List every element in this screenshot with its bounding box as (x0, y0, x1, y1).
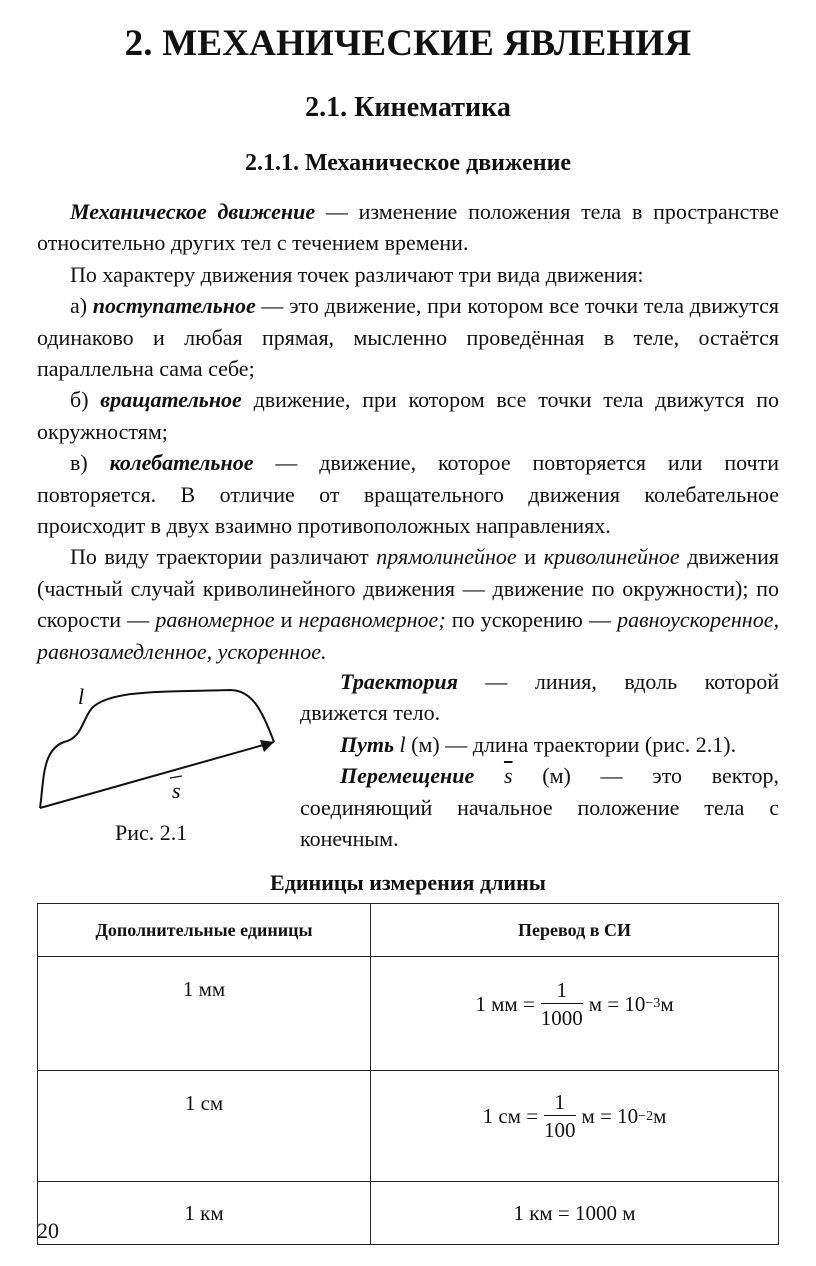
definition-trajectory (300, 666, 779, 729)
unit-cell: 1 км (38, 1182, 371, 1245)
paragraph-translational (37, 290, 779, 384)
definition-text: — изменение положения тела в пространстве относительно других тел с течением времени. (37, 199, 779, 256)
chapter-title: 2. МЕХАНИЧЕСКИЕ ЯВЛЕНИЯ (124, 23, 692, 64)
conversion-cell (371, 1071, 779, 1182)
symbol-l: l (399, 731, 406, 757)
figure-side-text (300, 666, 779, 854)
term-uniform: равномерное (155, 607, 275, 633)
term-rotational: вращательное (100, 387, 242, 413)
figure-caption: Рис. 2.1 (115, 820, 188, 845)
symbol-s: $\overline{s}$ (503, 763, 513, 789)
text: (м) — это вектор, соединяющий начальное положение тела с конечным. (300, 763, 780, 852)
formula-lhs: 1 см = (482, 1104, 539, 1128)
table-row (38, 1071, 779, 1182)
rotational-text: движение, при котором все точки тела движутся по окружностям; (37, 387, 779, 444)
denominator: 100 (544, 1118, 576, 1142)
fraction (541, 977, 583, 1032)
term-curvilinear: криволинейное (543, 544, 680, 570)
unit-suffix: м (653, 1104, 667, 1128)
table-title: Единицы измерения длины (270, 870, 546, 895)
term-trajectory: Траектория (340, 669, 458, 694)
header-additional-units: Дополнительные единицы (38, 904, 371, 957)
unit-suffix: м (660, 991, 674, 1016)
translational-text: — это движение, при котором все точки тела движутся одинаково и любая прямая, мысленно проведённая в теле, остаётся параллельна сама себе; (37, 293, 780, 382)
unit-cell: 1 см (38, 1071, 371, 1182)
table-header-row (38, 904, 779, 957)
term-oscillatory: колебательное (109, 450, 254, 476)
paragraph-rotational (37, 384, 779, 447)
page-number: 20 (37, 1218, 59, 1243)
subsection-title: 2.1.1. Механическое движение (244, 150, 572, 176)
exponent: −3 (645, 996, 661, 1011)
list-marker: б) (70, 387, 101, 413)
text: движения (частный случай криволинейного движения — движение по окружности); по скорости — (37, 544, 779, 633)
formula-rhs: м = 10 (588, 991, 646, 1016)
table-row (38, 957, 779, 1071)
exponent: −2 (638, 1108, 654, 1124)
section-title: 2.1. Кинематика (305, 92, 511, 123)
formula-lhs: 1 мм = (475, 991, 535, 1016)
text: по ускорению — (445, 607, 618, 633)
text: — линия, вдоль которой движется тело. (300, 669, 779, 726)
header-si-conversion: Перевод в СИ (371, 904, 779, 957)
conversion-cell: 1 км = 1000 м (371, 1182, 779, 1245)
term-path: Путь (340, 731, 395, 757)
term-rectilinear: прямолинейное (376, 544, 517, 570)
trajectory-curve (40, 690, 274, 808)
formula-rhs: м = 10 (581, 1104, 639, 1128)
text: По виду траектории различают (70, 544, 377, 570)
text: (м) — длина траектории (рис. 2.1). (405, 731, 737, 757)
conversion-cell (371, 957, 779, 1071)
main-text (37, 196, 779, 667)
term-nonuniform: неравномерное; (298, 607, 446, 633)
text: и (274, 607, 299, 633)
figure-trajectory (30, 680, 290, 820)
table-row (38, 1182, 779, 1245)
numerator: 1 (541, 977, 583, 1004)
arrow-head-icon (260, 740, 274, 752)
denominator: 1000 (540, 1005, 583, 1030)
list-marker: в) (70, 450, 110, 476)
term-translational: поступательное (92, 293, 256, 319)
list-marker: а) (70, 293, 93, 319)
label-s: s (172, 778, 181, 803)
text: и (516, 544, 544, 570)
paragraph-types-intro: По характеру движения точек различают три вида движения: (70, 261, 644, 287)
definition-path (300, 729, 779, 760)
term-acceleration-types: равноускоренное, равнозамедленное, ускоренное. (37, 607, 779, 664)
displacement-vector (40, 742, 274, 808)
term-displacement: Перемещение (340, 763, 475, 789)
units-table (37, 903, 779, 1245)
fraction (544, 1089, 576, 1144)
paragraph-classification (37, 541, 779, 667)
oscillatory-text: — движение, которое повторяется или почти повторяется. В отличие от вращательного движения колебательное происходит в двух взаимно противоположных направлениях. (37, 450, 779, 539)
definition-displacement (300, 760, 779, 854)
numerator: 1 (544, 1089, 576, 1116)
term-mechanical-motion: Механическое движение (70, 199, 316, 224)
paragraph-oscillatory (37, 447, 779, 541)
paragraph-definition (37, 196, 779, 259)
label-l: l (78, 684, 85, 709)
unit-cell: 1 мм (38, 957, 371, 1071)
